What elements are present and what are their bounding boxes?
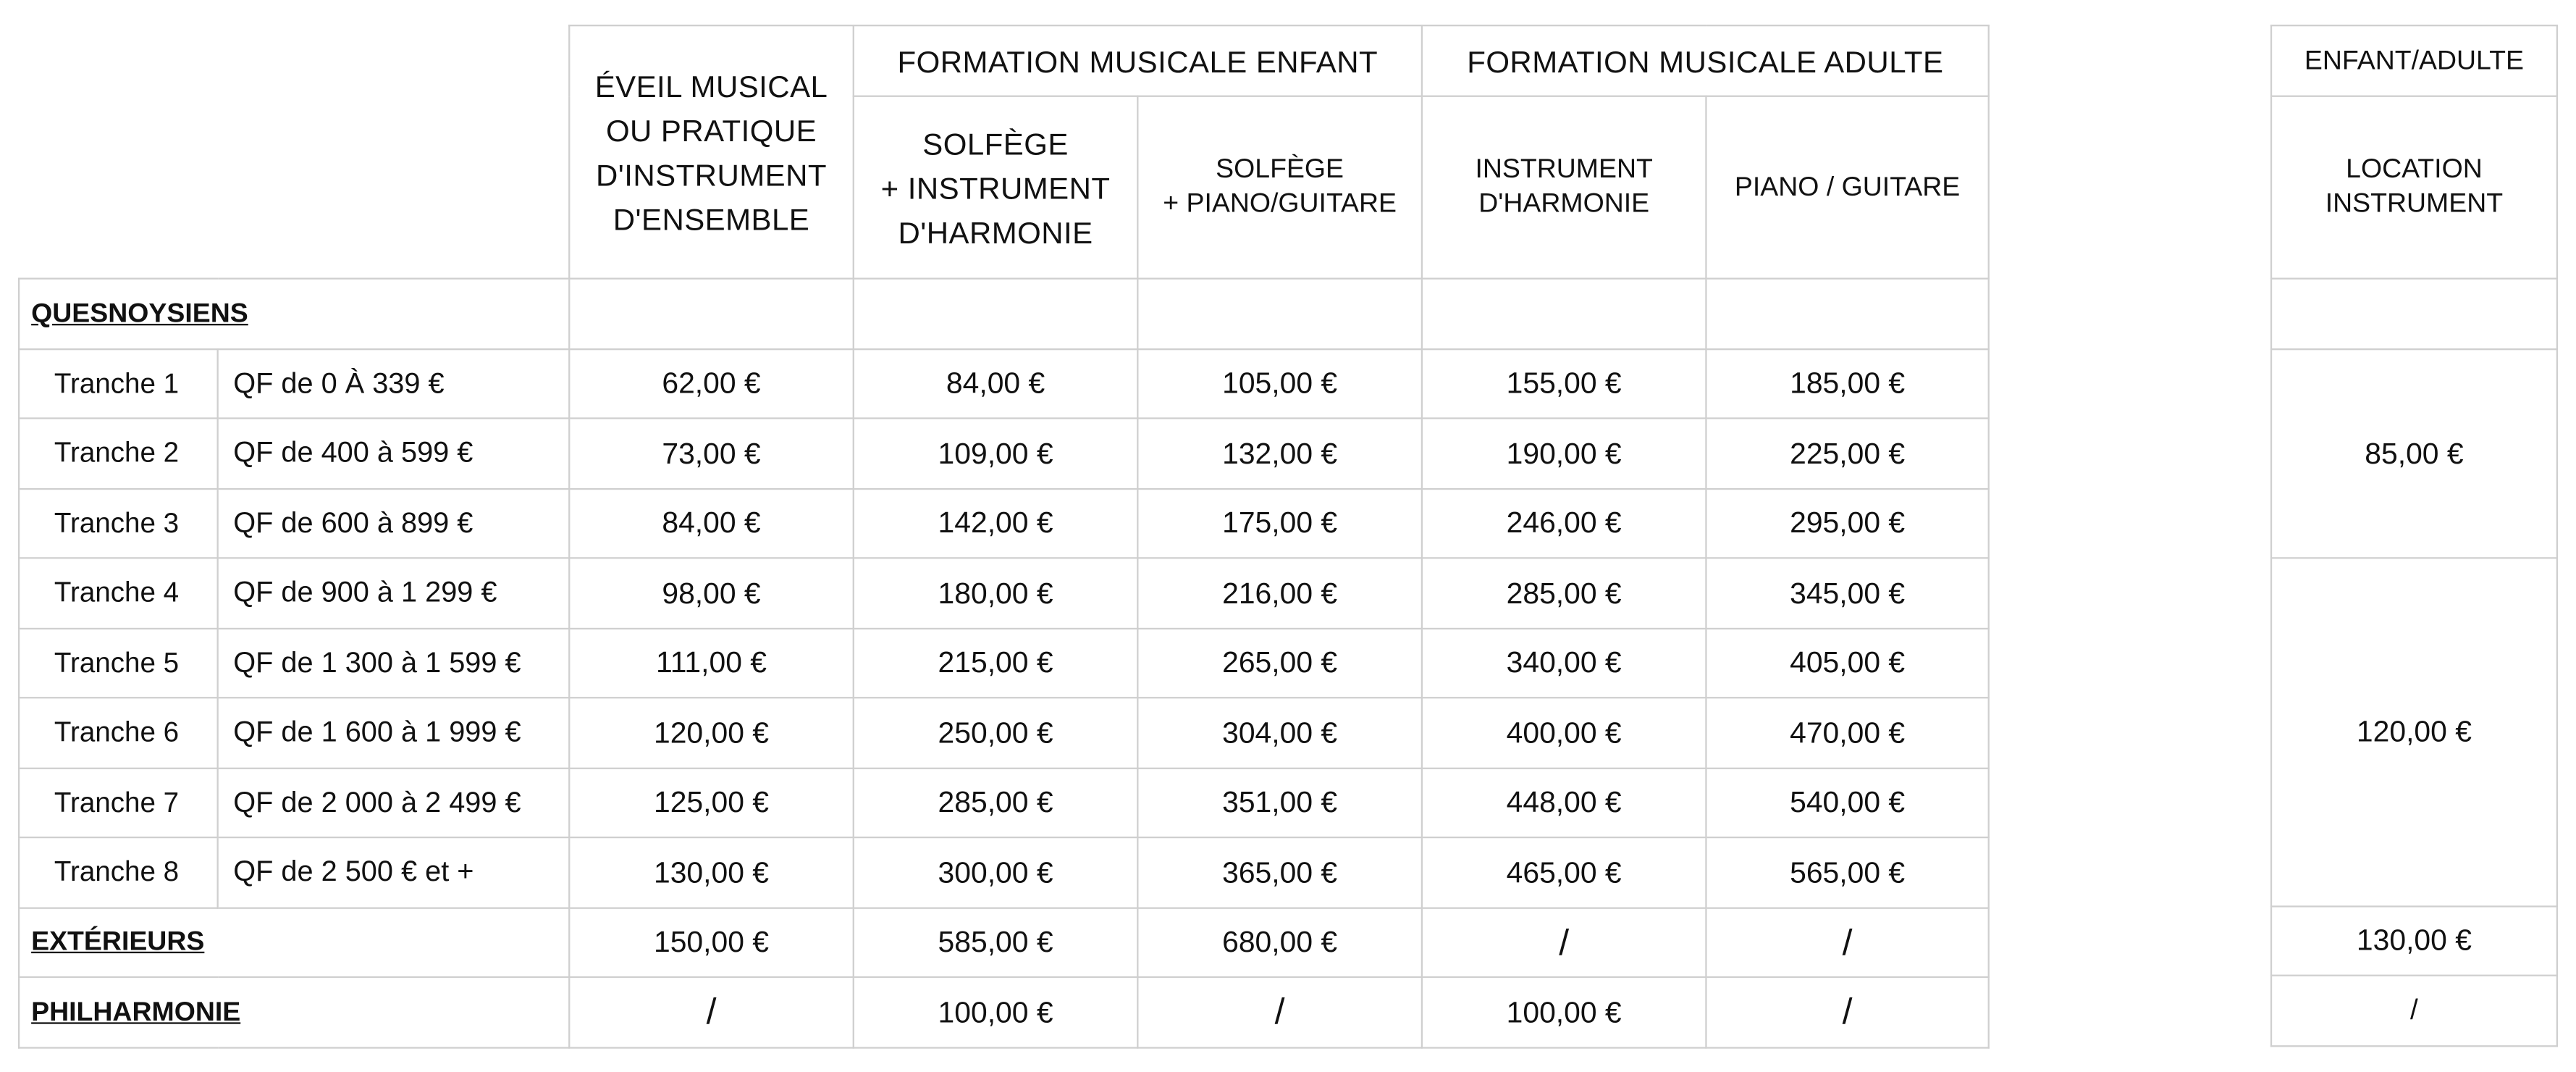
- section-exterieurs: EXTÉRIEURS: [19, 908, 569, 977]
- price-cell: 285,00 €: [1422, 558, 1706, 629]
- location-price-philharmonie: /: [2271, 976, 2557, 1047]
- price-cell: 109,00 €: [854, 418, 1138, 489]
- price-cell: 111,00 €: [569, 629, 854, 698]
- tranche-label: Tranche 5: [19, 629, 218, 698]
- location-price-tranches-4-8: 120,00 €: [2271, 558, 2557, 906]
- price-cell: 84,00 €: [854, 349, 1138, 418]
- tariff-table: [18, 25, 1990, 1049]
- tranche-label: Tranche 4: [19, 558, 218, 629]
- empty-cell: [569, 279, 854, 350]
- header-line: + INSTRUMENT: [880, 169, 1111, 205]
- price-cell: 100,00 €: [854, 977, 1138, 1048]
- price-cell: 120,00 €: [569, 698, 854, 769]
- price-cell: /: [1706, 908, 1988, 977]
- price-cell: 250,00 €: [854, 698, 1138, 769]
- qf-range: QF de 1 600 à 1 999 €: [218, 698, 570, 769]
- header-line: SOLFÈGE: [1216, 154, 1344, 185]
- table-row: [19, 489, 1989, 558]
- header-line: SOLFÈGE: [922, 125, 1069, 161]
- header-formation-enfant: FORMATION MUSICALE ENFANT: [854, 25, 1422, 96]
- empty-cell: [1422, 279, 1706, 350]
- price-cell: 84,00 €: [569, 489, 854, 558]
- header-eveil-line: D'ENSEMBLE: [613, 201, 810, 236]
- qf-range: QF de 400 à 599 €: [218, 418, 570, 489]
- header-eveil-line: D'INSTRUMENT: [596, 156, 827, 192]
- empty-cell: [2271, 279, 2557, 350]
- price-cell: 448,00 €: [1422, 769, 1706, 837]
- price-cell: 345,00 €: [1706, 558, 1988, 629]
- location-price-exterieurs: 130,00 €: [2271, 906, 2557, 975]
- tranche-label: Tranche 7: [19, 769, 218, 837]
- price-cell: 180,00 €: [854, 558, 1138, 629]
- price-cell: 300,00 €: [854, 837, 1138, 908]
- qf-range: QF de 900 à 1 299 €: [218, 558, 570, 629]
- header-enfant-solfege-piano: [1137, 96, 1422, 279]
- price-cell: 295,00 €: [1706, 489, 1988, 558]
- price-cell: /: [1422, 908, 1706, 977]
- price-cell: /: [569, 977, 854, 1048]
- tranche-label: Tranche 1: [19, 349, 218, 418]
- price-cell: 216,00 €: [1137, 558, 1422, 629]
- price-cell: 73,00 €: [569, 418, 854, 489]
- header-line: LOCATION: [2346, 154, 2483, 185]
- section-quesnoysiens: QUESNOYSIENS: [19, 279, 569, 350]
- price-cell: 215,00 €: [854, 629, 1138, 698]
- price-cell: 155,00 €: [1422, 349, 1706, 418]
- tranche-label: Tranche 2: [19, 418, 218, 489]
- table-row: [19, 558, 1989, 629]
- price-cell: 265,00 €: [1137, 629, 1422, 698]
- location-price-tranches-1-3: 85,00 €: [2271, 349, 2557, 558]
- header-eveil: [569, 25, 854, 278]
- price-cell: 465,00 €: [1422, 837, 1706, 908]
- price-cell: 132,00 €: [1137, 418, 1422, 489]
- price-cell: 225,00 €: [1706, 418, 1988, 489]
- tranche-label: Tranche 3: [19, 489, 218, 558]
- price-cell: 190,00 €: [1422, 418, 1706, 489]
- location-table: [2270, 25, 2558, 1047]
- section-philharmonie: PHILHARMONIE: [19, 977, 569, 1048]
- header-location-instrument: [2271, 96, 2557, 279]
- empty-cell: [1706, 279, 1988, 350]
- header-enfant-adulte: ENFANT/ADULTE: [2271, 25, 2557, 96]
- header-line: + PIANO/GUITARE: [1163, 188, 1397, 219]
- qf-range: QF de 0 À 339 €: [218, 349, 570, 418]
- table-row: [19, 698, 1989, 769]
- price-cell: 351,00 €: [1137, 769, 1422, 837]
- price-cell: 62,00 €: [569, 349, 854, 418]
- header-eveil-line: OU PRATIQUE: [605, 112, 817, 148]
- price-cell: 340,00 €: [1422, 629, 1706, 698]
- empty-cell: [854, 279, 1138, 350]
- price-cell: 680,00 €: [1137, 908, 1422, 977]
- table-row: [19, 349, 1989, 418]
- qf-range: QF de 2 500 € et +: [218, 837, 570, 908]
- header-adulte-piano-guitare: PIANO / GUITARE: [1706, 96, 1988, 279]
- price-cell: /: [1137, 977, 1422, 1048]
- tranche-label: Tranche 6: [19, 698, 218, 769]
- table-row: [19, 418, 1989, 489]
- price-cell: 185,00 €: [1706, 349, 1988, 418]
- price-cell: 470,00 €: [1706, 698, 1988, 769]
- price-cell: 304,00 €: [1137, 698, 1422, 769]
- header-eveil-line: ÉVEIL MUSICAL: [594, 68, 828, 103]
- price-cell: 150,00 €: [569, 908, 854, 977]
- header-line: INSTRUMENT: [1475, 154, 1653, 185]
- price-cell: 405,00 €: [1706, 629, 1988, 698]
- empty-cell: [1137, 279, 1422, 350]
- price-cell: 565,00 €: [1706, 837, 1988, 908]
- price-cell: 100,00 €: [1422, 977, 1706, 1048]
- table-row-philharmonie: [19, 977, 1989, 1048]
- header-line: D'HARMONIE: [1478, 188, 1650, 219]
- header-enfant-solfege-harmonie: [854, 96, 1138, 279]
- price-cell: 98,00 €: [569, 558, 854, 629]
- price-cell: 142,00 €: [854, 489, 1138, 558]
- table-row: [19, 837, 1989, 908]
- price-cell: /: [1706, 977, 1988, 1048]
- qf-range: QF de 2 000 à 2 499 €: [218, 769, 570, 837]
- qf-range: QF de 600 à 899 €: [218, 489, 570, 558]
- price-cell: 175,00 €: [1137, 489, 1422, 558]
- price-cell: 365,00 €: [1137, 837, 1422, 908]
- price-cell: 246,00 €: [1422, 489, 1706, 558]
- price-cell: 130,00 €: [569, 837, 854, 908]
- table-row: [19, 769, 1989, 837]
- price-cell: 585,00 €: [854, 908, 1138, 977]
- header-formation-adulte: FORMATION MUSICALE ADULTE: [1422, 25, 1989, 96]
- empty-corner: [19, 25, 569, 278]
- qf-range: QF de 1 300 à 1 599 €: [218, 629, 570, 698]
- table-row-exterieurs: [19, 908, 1989, 977]
- price-cell: 540,00 €: [1706, 769, 1988, 837]
- header-line: D'HARMONIE: [898, 214, 1093, 249]
- table-row: [19, 629, 1989, 698]
- header-line: INSTRUMENT: [2325, 188, 2504, 219]
- tranche-label: Tranche 8: [19, 837, 218, 908]
- price-cell: 400,00 €: [1422, 698, 1706, 769]
- price-cell: 285,00 €: [854, 769, 1138, 837]
- header-adulte-instrument-harmonie: [1422, 96, 1706, 279]
- price-cell: 125,00 €: [569, 769, 854, 837]
- price-cell: 105,00 €: [1137, 349, 1422, 418]
